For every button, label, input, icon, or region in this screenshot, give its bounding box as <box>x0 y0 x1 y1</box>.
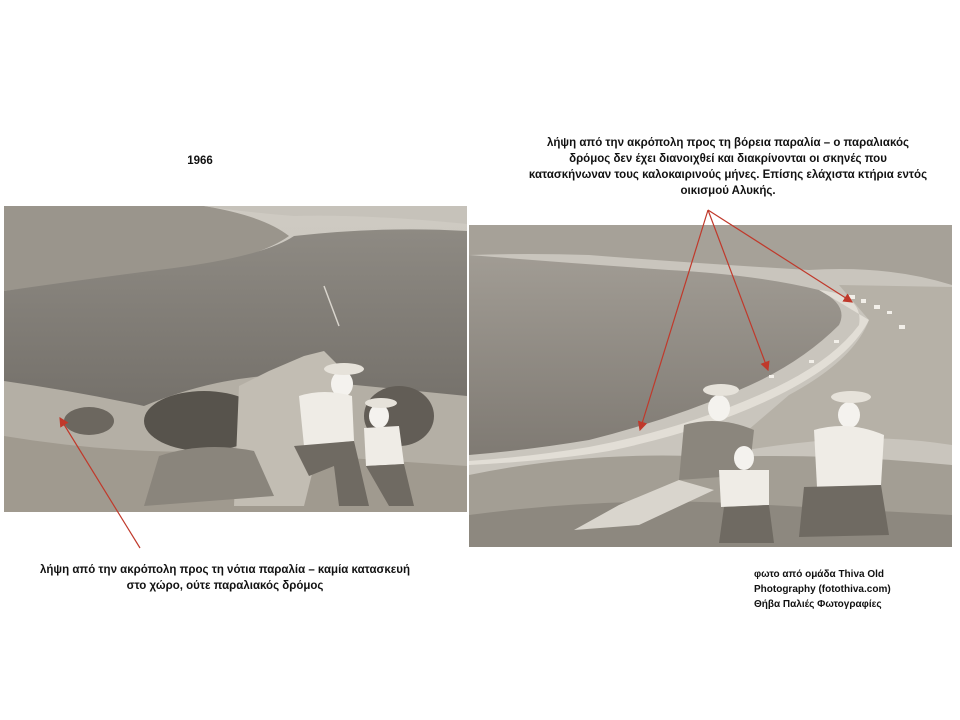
caption-south-beach: λήψη από την ακρόπολη προς τη νότια παραλία – καμία κατασκευή στο χώρο, ούτε παραλιακός δρόμος <box>40 564 410 592</box>
credit-line-1: φωτο από ομάδα Thiva Old <box>754 569 885 580</box>
photo-south-beach <box>4 206 467 512</box>
year-label: 1966 <box>187 155 213 167</box>
credit-line-2: Photography (fotothiva.com) <box>754 584 891 595</box>
credit-line-3: Θήβα Παλιές Φωτογραφίες <box>754 599 882 610</box>
photo-north-beach <box>469 225 952 547</box>
photo-credit <box>754 567 944 612</box>
caption-north-beach: λήψη από την ακρόπολη προς τη βόρεια παραλία – ο παραλιακός δρόμος δεν έχει διανοιχθεί και διακρίνονται οι σκηνές που κατασκήνωναν τους καλοκαιρινούς μήνες. Επίσης ελάχιστα κτήρια εντός οικισμού Αλυκής. <box>528 137 928 197</box>
